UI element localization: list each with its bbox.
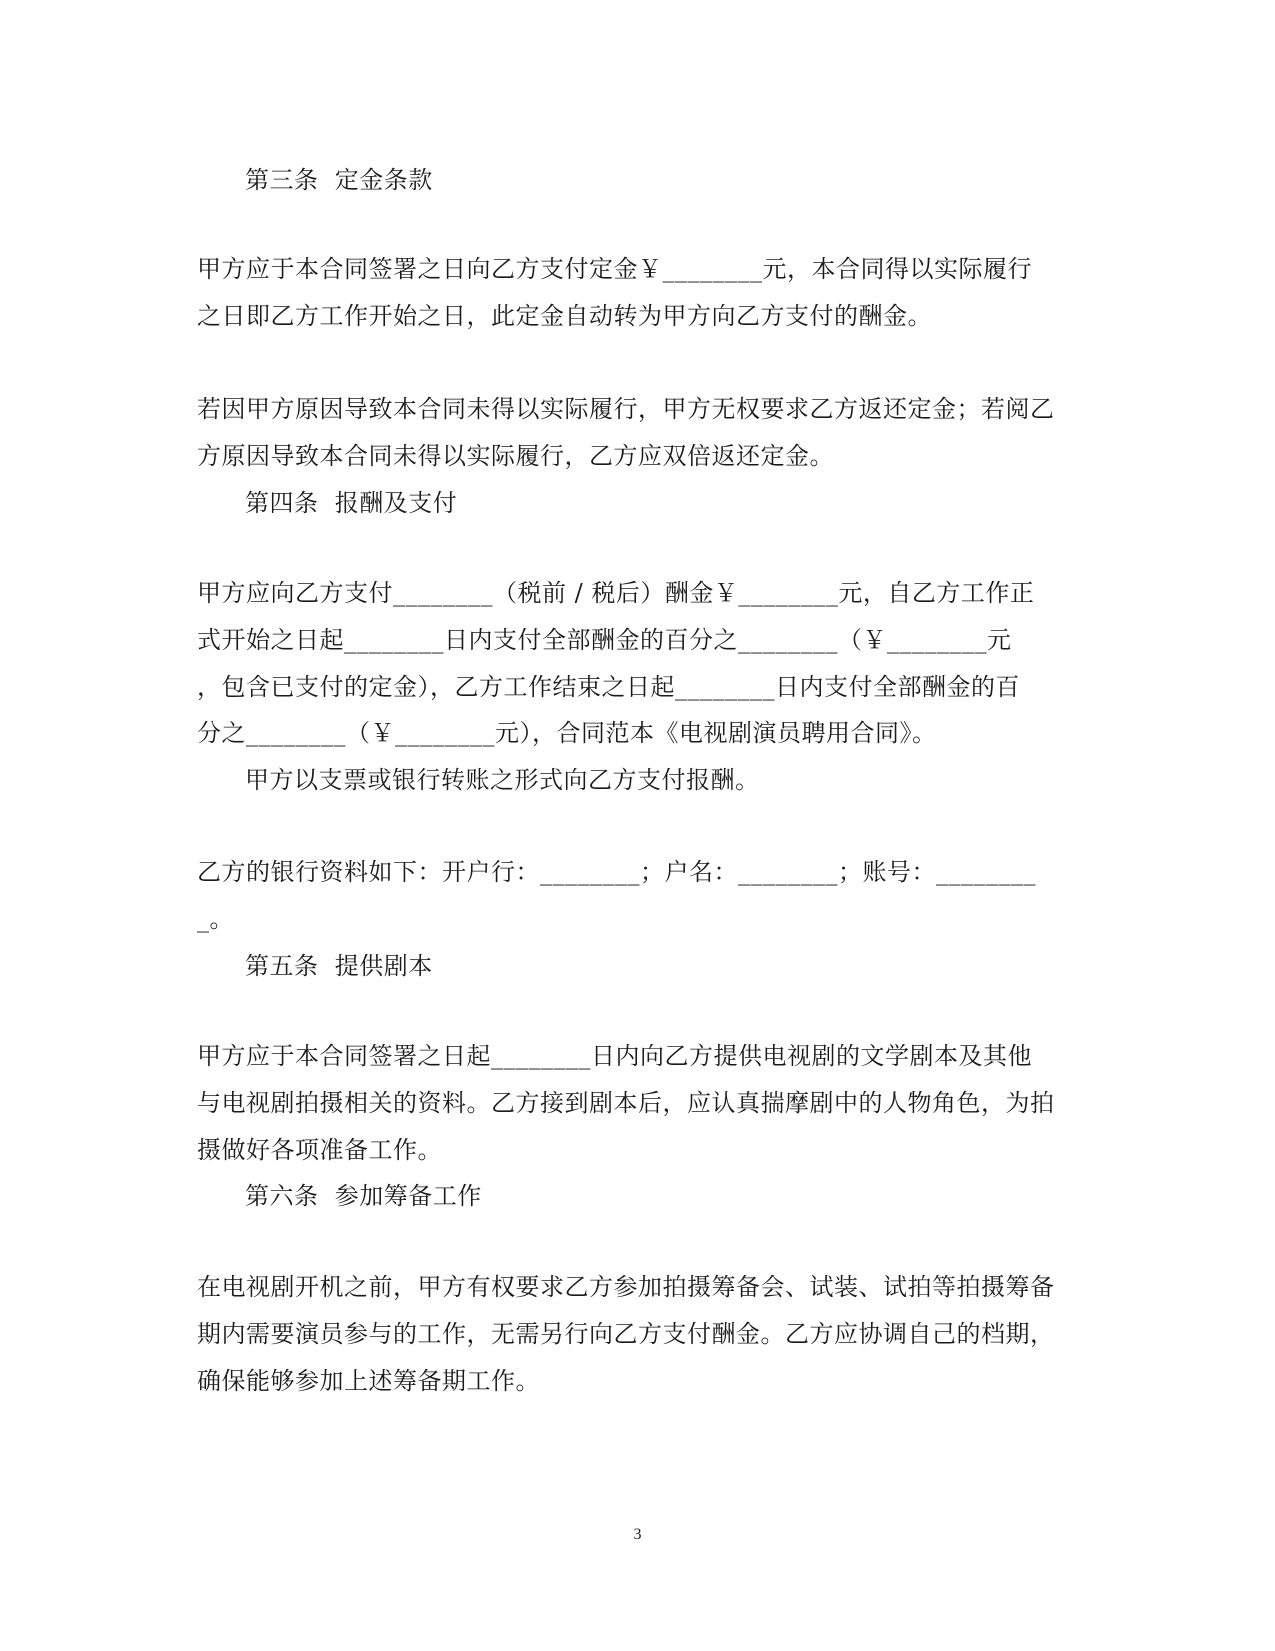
paragraph-line: 甲方应向乙方支付________（税前 / 税后）酬金￥________元，自乙方工作正 <box>197 579 1035 607</box>
paragraph-line: 甲方应于本合同签署之日向乙方支付定金￥________元，本合同得以实际履行 <box>197 255 1032 283</box>
paragraph-line: 分之________（￥________元），合同范本《电视剧演员聘用合同》。 <box>197 719 937 747</box>
paragraph-line: 甲方应于本合同签署之日起________日内向乙方提供电视剧的文学剧本及其他 <box>197 1042 1032 1070</box>
paragraph-line: 在电视剧开机之前，甲方有权要求乙方参加拍摄筹备会、试装、试拍等拍摄筹备 <box>197 1273 1055 1301</box>
paragraph-line: 之日即乙方工作开始之日，此定金自动转为甲方向乙方支付的酬金。 <box>197 302 932 330</box>
paragraph-line: 若因甲方原因导致本合同未得以实际履行，甲方无权要求乙方返还定金；若阅乙 <box>197 395 1055 423</box>
article-4-heading: 第四条 报酬及支付 <box>245 489 458 517</box>
paragraph-line: _。 <box>197 905 234 933</box>
paragraph-line: 与电视剧拍摄相关的资料。乙方接到剧本后，应认真揣摩剧中的人物角色，为拍 <box>197 1089 1055 1117</box>
paragraph-line: 方原因导致本合同未得以实际履行，乙方应双倍返还定金。 <box>197 442 834 470</box>
paragraph-line: 乙方的银行资料如下：开户行：________；户名：________；账号：________ <box>197 858 1036 886</box>
article-5-heading: 第五条 提供剧本 <box>245 952 433 980</box>
paragraph-line: 摄做好各项准备工作。 <box>197 1136 442 1164</box>
page-number: 3 <box>633 1526 642 1543</box>
paragraph-line: 式开始之日起________日内支付全部酬金的百分之________（￥________元 <box>197 626 1012 654</box>
article-3-heading: 第三条 定金条款 <box>245 166 433 194</box>
article-6-heading: 第六条 参加筹备工作 <box>245 1182 482 1210</box>
paragraph-line: 期内需要演员参与的工作，无需另行向乙方支付酬金。乙方应协调自己的档期， <box>197 1320 1055 1348</box>
paragraph-line: 甲方以支票或银行转账之形式向乙方支付报酬。 <box>245 766 760 794</box>
paragraph-line: 确保能够参加上述筹备期工作。 <box>197 1367 540 1395</box>
paragraph-line: ，包含已支付的定金），乙方工作结束之日起________日内支付全部酬金的百 <box>197 673 1020 701</box>
